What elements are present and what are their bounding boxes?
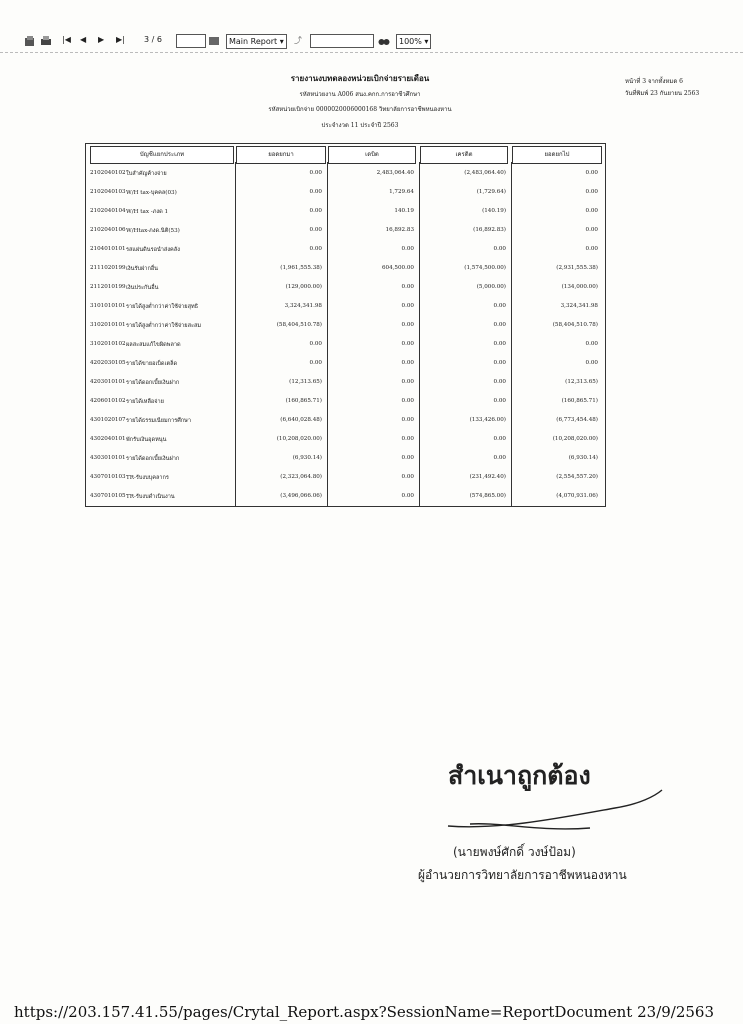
account-name: รายได้ดอกเบี้ยเงินฝาก bbox=[126, 456, 180, 462]
debit-value: 0.00 bbox=[401, 246, 414, 252]
brought-forward-value: 0.00 bbox=[309, 189, 322, 195]
carried-forward-value: 0.00 bbox=[585, 360, 598, 366]
credit-value: 0.00 bbox=[493, 455, 506, 461]
brought-forward-value: (3,496,066.06) bbox=[280, 493, 322, 499]
carried-forward-value: (4,070,931.06) bbox=[556, 493, 598, 499]
account-name: W/H tax-บุคคล(03) bbox=[126, 190, 177, 196]
brought-forward-value: (6,640,028.48) bbox=[280, 417, 322, 423]
carried-forward-value: (58,404,510.78) bbox=[552, 322, 598, 328]
brought-forward-value: 0.00 bbox=[309, 227, 322, 233]
carried-forward-value: 0.00 bbox=[585, 189, 598, 195]
carried-forward-value: 3,324,341.98 bbox=[560, 303, 598, 309]
drilldown-icon[interactable]: ⤴ bbox=[294, 36, 302, 45]
debit-value: 0.00 bbox=[401, 474, 414, 480]
brought-forward-value: (2,323,064.80) bbox=[280, 474, 322, 480]
debit-value: 0.00 bbox=[401, 436, 414, 442]
carried-forward-value: 0.00 bbox=[585, 227, 598, 233]
credit-value: (1,729.64) bbox=[476, 189, 506, 195]
brought-forward-value: 3,324,341.98 bbox=[284, 303, 322, 309]
account-code: 2104010101 bbox=[90, 246, 126, 252]
debit-value: 0.00 bbox=[401, 284, 414, 290]
credit-value: 0.00 bbox=[493, 436, 506, 442]
account-name: W/Htax-ภงด.นิติ(53) bbox=[126, 228, 180, 234]
debit-value: 0.00 bbox=[401, 322, 414, 328]
report-unit: รหัสหน่วยเบิกจ่าย 0000020006000168 วิทยาลัยการอาชีพหนองหาน bbox=[268, 106, 452, 113]
table-row bbox=[86, 413, 605, 431]
debit-value: 604,500.00 bbox=[381, 265, 414, 271]
account-code: 3102010101 bbox=[90, 322, 126, 328]
table-row bbox=[86, 223, 605, 241]
account-name: พักรับเงินอุดหนุน bbox=[126, 437, 167, 443]
account-code: 4307010105 bbox=[90, 493, 126, 499]
signer-position: ผู้อำนวยการวิทยาลัยการอาชีพหนองหาน bbox=[418, 868, 627, 882]
print-icon[interactable] bbox=[40, 35, 52, 47]
credit-value: (133,426.00) bbox=[469, 417, 506, 423]
debit-value: 0.00 bbox=[401, 417, 414, 423]
credit-value: (231,492.40) bbox=[469, 474, 506, 480]
report-select[interactable]: Main Report ▾ bbox=[226, 34, 287, 49]
account-code: 4203010101 bbox=[90, 379, 126, 385]
account-name: W/H tax -ภงด 1 bbox=[126, 209, 169, 215]
search-input[interactable] bbox=[310, 34, 374, 48]
account-code: 4202030105 bbox=[90, 360, 126, 366]
credit-value: (574,865.00) bbox=[469, 493, 506, 499]
account-code: 4303010101 bbox=[90, 455, 126, 461]
carried-forward-value: (134,000.00) bbox=[561, 284, 598, 290]
debit-value: 0.00 bbox=[401, 360, 414, 366]
report-toolbar bbox=[22, 33, 722, 53]
account-name: ใบสำคัญค้างจ่าย bbox=[126, 171, 167, 177]
account-name: TR-รับงบบุคลากร bbox=[126, 475, 169, 481]
debit-value: 0.00 bbox=[401, 341, 414, 347]
table-row bbox=[86, 451, 605, 469]
carried-forward-value: (2,931,555.38) bbox=[556, 265, 598, 271]
debit-value: 0.00 bbox=[401, 455, 414, 461]
carried-forward-value: 0.00 bbox=[585, 341, 598, 347]
debit-value: 1,729.64 bbox=[389, 189, 414, 195]
carried-forward-value: (6,773,454.48) bbox=[556, 417, 598, 423]
account-name: รายได้สูงต่ำกว่าค่าใช้จ่ายสะสม bbox=[126, 323, 202, 329]
account-name: เงินรับฝากอื่น bbox=[126, 266, 159, 272]
brought-forward-value: 0.00 bbox=[309, 246, 322, 252]
credit-value: 0.00 bbox=[493, 341, 506, 347]
table-row bbox=[86, 318, 605, 336]
table-row bbox=[86, 470, 605, 488]
first-page-icon[interactable]: |◀ bbox=[62, 35, 71, 44]
brought-forward-value: 0.00 bbox=[309, 360, 322, 366]
certified-copy-stamp: สำเนาถูกต้อง bbox=[448, 761, 591, 790]
account-code: 3101010101 bbox=[90, 303, 126, 309]
account-name: รายได้ดอกเบี้ยเงินฝาก bbox=[126, 380, 180, 386]
brought-forward-value: 0.00 bbox=[309, 208, 322, 214]
print-date: วันที่พิมพ์ 23 กันยายน 2563 bbox=[625, 90, 700, 97]
table-row bbox=[86, 356, 605, 374]
carried-forward-value: (2,554,557.20) bbox=[556, 474, 598, 480]
debit-value: 140.19 bbox=[394, 208, 414, 214]
brought-forward-value: (1,961,555.38) bbox=[280, 265, 322, 271]
account-code: 3102010102 bbox=[90, 341, 126, 347]
brought-forward-value: 0.00 bbox=[309, 341, 322, 347]
last-page-icon[interactable]: ▶| bbox=[116, 35, 125, 44]
table-row bbox=[86, 375, 605, 393]
account-code: 2102040103 bbox=[90, 189, 126, 195]
brought-forward-value: (160,865.71) bbox=[285, 398, 322, 404]
carried-forward-value: 0.00 bbox=[585, 170, 598, 176]
carried-forward-value: (10,208,020.00) bbox=[552, 436, 598, 442]
carried-forward-value: (160,865.71) bbox=[561, 398, 598, 404]
credit-value: (5,000.00) bbox=[476, 284, 506, 290]
toolbar-divider bbox=[0, 52, 743, 53]
report-agency: รหัสหน่วยงาน A006 สนง.คกก.การอาชีวศึกษา bbox=[299, 91, 421, 98]
credit-value: 0.00 bbox=[493, 303, 506, 309]
brought-forward-value: (12,313.65) bbox=[289, 379, 322, 385]
table-row bbox=[86, 261, 605, 279]
brought-forward-value: (10,208,020.00) bbox=[276, 436, 322, 442]
debit-value: 0.00 bbox=[401, 493, 414, 499]
table-row bbox=[86, 166, 605, 184]
page-info bbox=[625, 76, 699, 100]
brought-forward-value: (58,404,510.78) bbox=[276, 322, 322, 328]
table-row bbox=[86, 394, 605, 412]
report-period: ประจำงวด 11 ประจำปี 2563 bbox=[321, 122, 399, 129]
account-code: 4301020107 bbox=[90, 417, 126, 423]
account-code: 2102040104 bbox=[90, 208, 126, 214]
table-row bbox=[86, 489, 605, 507]
prev-page-icon[interactable]: ◀ bbox=[80, 35, 87, 44]
export-icon[interactable] bbox=[24, 35, 36, 47]
credit-value: (1,574,500.00) bbox=[464, 265, 506, 271]
debit-value: 0.00 bbox=[401, 303, 414, 309]
debit-value: 2,483,064.40 bbox=[376, 170, 414, 176]
account-code: 4307010103 bbox=[90, 474, 126, 480]
account-name: ผลสะสมแก้ไขผิดพลาด bbox=[126, 342, 181, 348]
report-title: รายงานงบทดลองหน่วยเบิกจ่ายรายเดือน bbox=[290, 73, 430, 83]
goto-page-input[interactable] bbox=[176, 34, 206, 48]
credit-value: (140.19) bbox=[482, 208, 506, 214]
table-row bbox=[86, 185, 605, 203]
brought-forward-value: 0.00 bbox=[309, 170, 322, 176]
table-row bbox=[86, 432, 605, 450]
go-icon[interactable] bbox=[208, 35, 220, 47]
account-name: รายได้สูงต่ำกว่าค่าใช้จ่ายสุทธิ bbox=[126, 304, 199, 310]
debit-value: 16,892.83 bbox=[385, 227, 414, 233]
credit-value: (2,483,064.40) bbox=[464, 170, 506, 176]
account-name: รายได้ขายอเบ็ดเตล็ด bbox=[126, 361, 178, 367]
carried-forward-value: 0.00 bbox=[585, 246, 598, 252]
account-name: เงินประกันอื่น bbox=[126, 285, 159, 291]
page-url: https://203.157.41.55/pages/Crytal_Report.aspx?SessionName=ReportDocument 23/9/2563 bbox=[14, 1003, 715, 1021]
account-code: 2112010199 bbox=[90, 284, 126, 290]
account-name: รสแผ่นดินรอนำส่งคลัง bbox=[126, 247, 180, 253]
debit-value: 0.00 bbox=[401, 398, 414, 404]
credit-value: (16,892.83) bbox=[473, 227, 506, 233]
next-page-icon[interactable]: ▶ bbox=[98, 35, 105, 44]
table-row bbox=[86, 204, 605, 222]
page-indicator: 3 / 6 bbox=[144, 35, 162, 44]
page-number: หน้าที่ 3 จากทั้งหมด 6 bbox=[625, 78, 683, 85]
credit-value: 0.00 bbox=[493, 379, 506, 385]
table-row bbox=[86, 242, 605, 260]
header-credit: เครดิต bbox=[420, 146, 508, 164]
zoom-select[interactable]: 100% ▾ bbox=[396, 34, 431, 49]
header-debit: เดบิต bbox=[328, 146, 416, 164]
account-name: รายได้ธรรมเนียมการศึกษา bbox=[126, 418, 191, 424]
account-name: รายได้เหลือจ่าย bbox=[126, 399, 164, 405]
table-row bbox=[86, 337, 605, 355]
carried-forward-value: (6,930.14) bbox=[568, 455, 598, 461]
header-brought-forward: ยอดยกมา bbox=[236, 146, 326, 164]
credit-value: 0.00 bbox=[493, 246, 506, 252]
carried-forward-value: (12,313.65) bbox=[565, 379, 598, 385]
brought-forward-value: (6,930.14) bbox=[292, 455, 322, 461]
brought-forward-value: (129,000.00) bbox=[285, 284, 322, 290]
credit-value: 0.00 bbox=[493, 360, 506, 366]
account-code: 2111020199 bbox=[90, 265, 126, 271]
table-row bbox=[86, 299, 605, 317]
signature bbox=[440, 778, 670, 848]
account-code: 4302040101 bbox=[90, 436, 126, 442]
header-account: บัญชีแยกประเภท bbox=[90, 146, 234, 164]
trial-balance-table bbox=[85, 143, 606, 507]
account-code: 2102040102 bbox=[90, 170, 126, 176]
header-carried-forward: ยอดยกไป bbox=[512, 146, 602, 164]
credit-value: 0.00 bbox=[493, 322, 506, 328]
account-name: TR-รับงบดำเนินงาน bbox=[126, 494, 175, 500]
account-code: 2102040106 bbox=[90, 227, 126, 233]
account-code: 4206010102 bbox=[90, 398, 126, 404]
carried-forward-value: 0.00 bbox=[585, 208, 598, 214]
binoculars-icon[interactable] bbox=[378, 35, 390, 47]
signer-name: (นายพงษ์ศักดิ์ วงษ์ป้อม) bbox=[453, 845, 576, 859]
debit-value: 0.00 bbox=[401, 379, 414, 385]
credit-value: 0.00 bbox=[493, 398, 506, 404]
table-row bbox=[86, 280, 605, 298]
